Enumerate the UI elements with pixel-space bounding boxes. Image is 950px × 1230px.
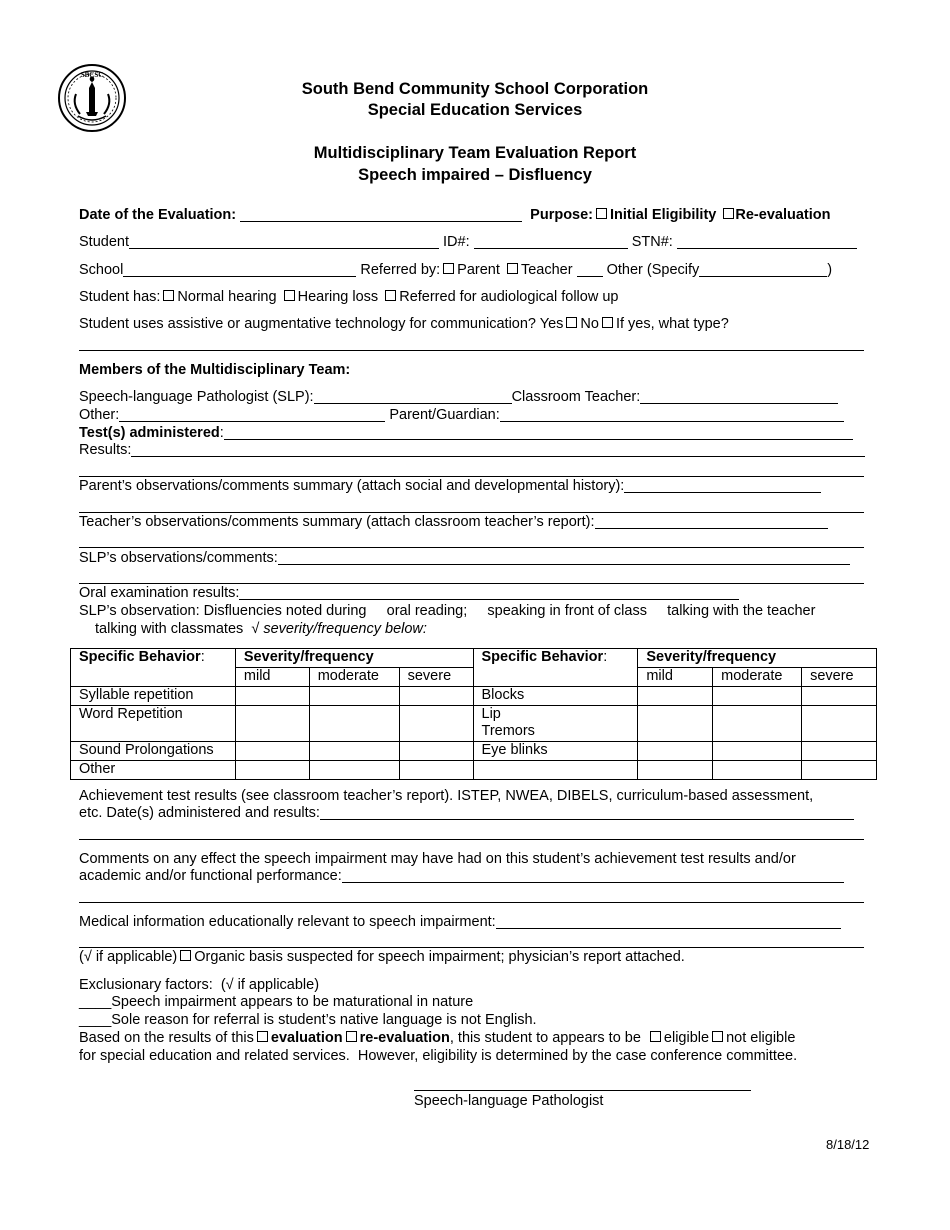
achievement-field[interactable] <box>320 806 854 820</box>
behavior-label: Eye blinks <box>473 742 638 761</box>
stn-field[interactable] <box>677 235 857 249</box>
table-header-row-1 <box>71 649 877 668</box>
dept-name: Special Education Services <box>367 101 583 119</box>
table-row <box>71 761 877 780</box>
stn-label: STN#: <box>631 234 673 250</box>
talking-classmates-text: talking with classmates √ <box>95 621 260 637</box>
student-row <box>79 234 857 251</box>
tests-label: Test(s) administered <box>79 425 220 441</box>
behavior-label: Sound Prolongations <box>71 742 236 761</box>
teacher-obs-line-2[interactable] <box>79 547 864 548</box>
specific-behavior-header-left: Specific Behavior: <box>71 649 236 687</box>
team-heading: Members of the Multidisciplinary Team: <box>79 362 351 378</box>
slp-disfluency-line2 <box>95 621 427 638</box>
slp-obs-label: SLP’s observations/comments: <box>79 550 278 566</box>
classroom-teacher-field[interactable] <box>640 390 838 404</box>
rating-cell[interactable] <box>638 742 713 761</box>
severe-header: severe <box>802 668 877 687</box>
date-label: Date of the Evaluation: <box>79 207 237 223</box>
parent-guardian-label: Parent/Guardian: <box>389 407 500 423</box>
severity-header-right: Severity/frequency <box>638 649 877 668</box>
teacher-obs-row <box>79 514 828 531</box>
table-row <box>71 687 877 706</box>
referred-by-label: Referred by: <box>360 262 441 278</box>
re-evaluation-result-label: re-evaluation <box>359 1030 450 1046</box>
slp-field[interactable] <box>314 390 512 404</box>
rating-cell[interactable] <box>399 761 473 780</box>
signature-line[interactable] <box>414 1090 751 1091</box>
behavior-label: Other <box>71 761 236 780</box>
slp-disfluency-line1: SLP’s observation: Disfluencies noted during oral reading; speaking in front of class talking with the teacher <box>79 603 816 619</box>
organic-row <box>79 949 685 966</box>
behavior-label <box>473 761 638 780</box>
teacher-obs-field[interactable] <box>595 515 828 529</box>
based-on-text: Based on the results of this <box>79 1030 254 1046</box>
not-eligible-label: not eligible <box>726 1030 796 1046</box>
initial-eligibility-checkbox[interactable] <box>596 208 607 219</box>
referred-teacher-label: Teacher <box>520 262 573 278</box>
rating-cell[interactable] <box>309 761 399 780</box>
slp-obs-line-2[interactable] <box>79 583 864 584</box>
parent-obs-field[interactable] <box>624 479 821 493</box>
student-has-row <box>79 289 618 306</box>
purpose-label: Purpose: <box>530 207 594 223</box>
rating-cell[interactable] <box>802 706 877 742</box>
moderate-header: moderate <box>309 668 399 687</box>
rating-cell[interactable] <box>309 687 399 706</box>
classroom-teacher-label: Classroom Teacher: <box>511 389 641 405</box>
normal-hearing-label: Normal hearing <box>177 289 277 305</box>
rating-cell[interactable] <box>399 742 473 761</box>
footer-date: 8/18/12 <box>826 1137 870 1152</box>
eligible-checkbox[interactable] <box>650 1031 661 1042</box>
signature-label: Speech-language Pathologist <box>414 1093 604 1109</box>
severity-header-left: Severity/frequency <box>235 649 473 668</box>
rating-cell[interactable] <box>802 742 877 761</box>
oral-exam-row <box>79 585 739 602</box>
mild-header: mild <box>235 668 309 687</box>
referred-audiological-label: Referred for audiological follow up <box>399 289 619 305</box>
date-field[interactable] <box>240 208 522 222</box>
slp-obs-field[interactable] <box>278 551 850 565</box>
comments-label: academic and/or functional performance: <box>79 868 342 884</box>
tremors-text: Tremors <box>481 723 535 739</box>
assistive-type-line[interactable] <box>79 350 864 351</box>
teacher-obs-label: Teacher’s observations/comments summary (attach classroom teacher’s report): <box>79 514 595 530</box>
referred-teacher-checkbox[interactable] <box>507 263 518 274</box>
other-row <box>79 407 844 424</box>
behavior-label: Blocks <box>473 687 638 706</box>
behavior-label <box>473 706 638 742</box>
hearing-loss-label: Hearing loss <box>297 289 379 305</box>
evaluation-checkbox[interactable] <box>257 1031 268 1042</box>
rating-cell[interactable] <box>399 687 473 706</box>
medical-line-2[interactable] <box>79 947 864 948</box>
results-row <box>79 442 865 459</box>
close-paren: ) <box>827 262 833 278</box>
rating-cell[interactable] <box>638 761 713 780</box>
slp-row <box>79 389 838 406</box>
not-eligible-checkbox[interactable] <box>712 1031 723 1042</box>
other-member-label: Other: <box>79 407 120 423</box>
assistive-yes-checkbox[interactable] <box>566 317 577 328</box>
behavior-label: Syllable repetition <box>71 687 236 706</box>
parent-obs-label: Parent’s observations/comments summary (attach social and developmental history): <box>79 478 625 494</box>
medical-row <box>79 914 841 931</box>
table-row <box>71 706 877 742</box>
table-row <box>71 742 877 761</box>
specific-behavior-header-right: Specific Behavior: <box>473 649 638 687</box>
other-specify-field[interactable] <box>699 263 827 277</box>
student-has-label: Student has: <box>79 289 161 305</box>
date-row <box>79 207 830 224</box>
assistive-row <box>79 316 729 333</box>
rating-cell[interactable] <box>638 687 713 706</box>
achievement-line1: Achievement test results (see classroom teacher’s report). ISTEP, NWEA, DIBELS, curriculum-based assessment, <box>79 788 814 804</box>
organic-prefix: (√ if applicable) <box>79 949 178 965</box>
referred-audiological-checkbox[interactable] <box>385 290 396 301</box>
results-line-2[interactable] <box>79 476 864 477</box>
referred-parent-label: Parent <box>457 262 500 278</box>
comments-field[interactable] <box>342 869 844 883</box>
rating-cell[interactable] <box>713 742 802 761</box>
severe-header: severe <box>399 668 473 687</box>
initial-eligibility-label: Initial Eligibility <box>610 207 717 223</box>
evaluation-label: evaluation <box>270 1030 343 1046</box>
tests-row <box>79 425 853 442</box>
referred-other-blank[interactable] <box>577 263 603 277</box>
oral-exam-label: Oral examination results: <box>79 585 240 601</box>
parent-guardian-field[interactable] <box>500 408 844 422</box>
exclusionary-item-1[interactable]: ____Speech impairment appears to be maturational in nature <box>79 994 474 1010</box>
achievement-label: etc. Date(s) administered and results: <box>79 805 320 821</box>
comments-line-3[interactable] <box>79 902 864 903</box>
mild-header: mild <box>638 668 713 687</box>
exclusionary-heading: Exclusionary factors: (√ if applicable) <box>79 977 320 993</box>
eligible-label: eligible <box>663 1030 710 1046</box>
re-evaluation-checkbox[interactable] <box>723 208 734 219</box>
re-evaluation-label: Re-evaluation <box>735 207 831 223</box>
other-specify-label: Other (Specify <box>606 262 700 278</box>
rating-cell[interactable] <box>235 742 309 761</box>
rating-cell[interactable] <box>309 742 399 761</box>
student-label: Student <box>79 234 129 250</box>
school-label: School <box>79 262 124 278</box>
oral-exam-field[interactable] <box>239 586 739 600</box>
tests-colon: : <box>219 425 224 441</box>
rating-cell[interactable] <box>638 706 713 742</box>
rating-cell[interactable] <box>309 706 399 742</box>
lip-text: Lip <box>481 706 501 722</box>
results-label: Results: <box>79 442 132 458</box>
appears-text: , this student to appears to be <box>449 1030 641 1046</box>
medical-field[interactable] <box>496 915 841 929</box>
id-field[interactable] <box>474 235 628 249</box>
org-name: South Bend Community School Corporation <box>301 80 649 98</box>
eligibility-line2: for special education and related services. However, eligibility is determined by the case conference committee. <box>79 1048 798 1064</box>
school-row <box>79 262 832 279</box>
organic-text: Organic basis suspected for speech impairment; physician’s report attached. <box>194 949 685 965</box>
rating-cell[interactable] <box>235 687 309 706</box>
re-evaluation-result-checkbox[interactable] <box>346 1031 357 1042</box>
moderate-header: moderate <box>713 668 802 687</box>
results-field[interactable] <box>131 443 865 457</box>
if-yes-label: If yes, what type? <box>615 316 729 332</box>
organic-basis-checkbox[interactable] <box>180 950 191 961</box>
referred-parent-checkbox[interactable] <box>443 263 454 274</box>
rating-cell[interactable] <box>713 706 802 742</box>
rating-cell[interactable] <box>235 706 309 742</box>
rating-cell[interactable] <box>713 761 802 780</box>
parent-obs-row <box>79 478 821 495</box>
behavior-table <box>70 648 877 780</box>
rating-cell[interactable] <box>802 687 877 706</box>
assistive-no-label: No <box>580 316 599 332</box>
rating-cell[interactable] <box>235 761 309 780</box>
school-field[interactable] <box>123 263 356 277</box>
assistive-label: Student uses assistive or augmentative technology for communication? Yes <box>79 316 564 332</box>
comments-line1: Comments on any effect the speech impairment may have had on this student’s achievement test results and/or <box>79 851 796 867</box>
tests-field[interactable] <box>224 426 853 440</box>
hearing-loss-checkbox[interactable] <box>284 290 295 301</box>
rating-cell[interactable] <box>713 687 802 706</box>
id-label: ID#: <box>443 234 470 250</box>
medical-label: Medical information educationally relevant to speech impairment: <box>79 914 496 930</box>
slp-obs-row <box>79 550 850 567</box>
report-title: Multidisciplinary Team Evaluation Report <box>313 144 637 162</box>
normal-hearing-checkbox[interactable] <box>163 290 174 301</box>
other-member-field[interactable] <box>119 408 385 422</box>
achievement-line-3[interactable] <box>79 839 864 840</box>
eligibility-line1 <box>79 1030 795 1047</box>
report-subtitle: Speech impaired – Disfluency <box>358 166 592 184</box>
svg-text:SBCSC: SBCSC <box>80 71 104 79</box>
achievement-line2 <box>79 805 854 822</box>
rating-cell[interactable] <box>802 761 877 780</box>
assistive-no-checkbox[interactable] <box>602 317 613 328</box>
severity-below-text: severity/frequency below: <box>263 621 427 637</box>
rating-cell[interactable] <box>399 706 473 742</box>
comments-line2 <box>79 868 844 885</box>
parent-obs-line-2[interactable] <box>79 512 864 513</box>
exclusionary-item-2[interactable]: ____Sole reason for referral is student’s native language is not English. <box>79 1012 537 1028</box>
slp-label: Speech-language Pathologist (SLP): <box>79 389 314 405</box>
behavior-label: Word Repetition <box>71 706 236 742</box>
student-field[interactable] <box>129 235 439 249</box>
